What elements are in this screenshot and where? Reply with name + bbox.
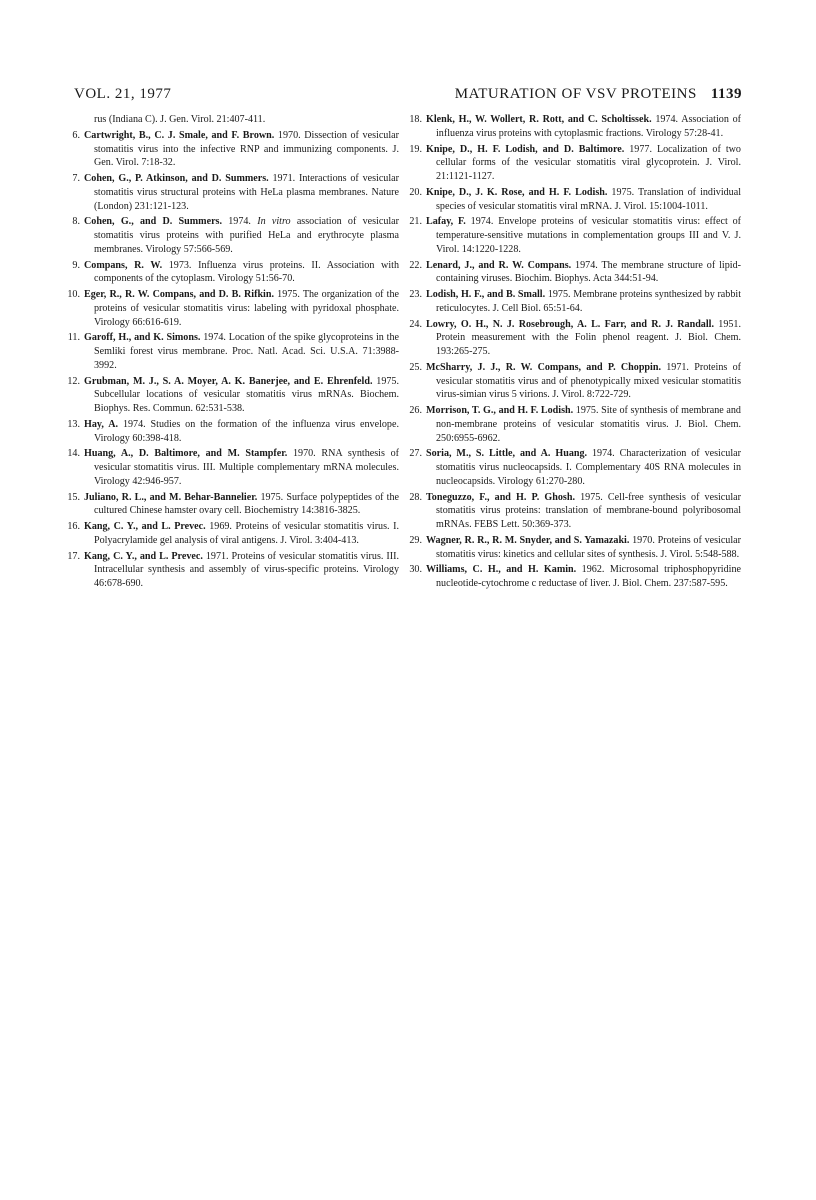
reference-item <box>409 318 741 359</box>
reference-authors: Grubman, M. J., S. A. Moyer, A. K. Banerjee, and E. Ehrenfeld. <box>84 375 373 387</box>
reference-authors: Eger, R., R. W. Compans, and D. B. Rifkin. <box>84 289 275 300</box>
reference-item <box>67 520 399 548</box>
reference-authors: Hay, A. <box>84 418 119 430</box>
reference-number: 28. <box>409 491 422 503</box>
reference-authors: Cartwright, B., C. J. Smale, and F. Brown. <box>84 129 275 141</box>
reference-authors: Lafay, F. <box>426 216 466 228</box>
reference-item <box>409 491 741 532</box>
running-header <box>455 86 742 103</box>
reference-number: 17. <box>67 550 80 562</box>
reference-number: 22. <box>409 259 422 271</box>
reference-citation: 1969. Proteins of vesicular stomatitis virus. I. Polyacrylamide gel analysis of viral antigens. J. Virol. 3:404-413. <box>94 521 399 546</box>
reference-item <box>409 259 741 287</box>
reference-citation: 1951. Protein measurement with the Folin phenol reagent. J. Biol. Chem. 193:265-275. <box>436 318 741 357</box>
reference-item <box>67 288 399 329</box>
reference-item <box>67 550 399 591</box>
reference-item <box>67 331 399 372</box>
reference-authors: Soria, M., S. Little, and A. Huang. <box>426 448 588 460</box>
reference-item <box>67 418 399 446</box>
reference-number: 12. <box>67 375 80 387</box>
reference-item <box>409 534 742 562</box>
running-title: MATURATION OF VSV PROTEINS <box>454 86 697 102</box>
reference-continuation: rus (Indiana C). J. Gen. Virol. 21:407-411. <box>94 114 266 125</box>
volume-year: VOL. 21, 1977 <box>74 86 172 102</box>
reference-citation: 1975. Translation of individual species of vesicular stomatitis viral mRNA. J. Virol. 15:1004-1011. <box>436 186 742 212</box>
reference-number: 25. <box>409 361 422 373</box>
reference-number: 6. <box>72 129 80 141</box>
reference-number: 30. <box>409 564 422 576</box>
reference-list-right <box>409 113 742 591</box>
reference-number: 19. <box>409 143 422 155</box>
reference-authors: Huang, A., D. Baltimore, and M. Stampfer. <box>84 448 288 460</box>
reference-citation: 1971. Proteins of vesicular stomatitis virus and of phenotypically mixed vesicular stomatitis virus-simian virus 5 virions. J. Virol. 8:722-729. <box>436 361 741 401</box>
reference-authors: Kang, C. Y., and L. Prevec. <box>84 521 206 532</box>
reference-item <box>74 215 399 256</box>
reference-number: 18. <box>409 114 422 125</box>
reference-item <box>74 259 399 287</box>
reference-citation: association of vesicular stomatitis virus proteins with purified HeLa and erythrocyte plasma membranes. Virology 57:566-569. <box>94 216 400 255</box>
reference-citation: 1975. The organization of the proteins of vesicular stomatitis virus: labeling with pyridoxal phosphate. Virology 66:616-619. <box>94 289 399 328</box>
reference-item <box>67 447 399 488</box>
reference-number: 26. <box>409 405 422 416</box>
reference-number: 13. <box>67 418 80 430</box>
reference-authors: Morrison, T. G., and H. F. Lodish. <box>426 405 574 416</box>
reference-item <box>74 129 399 170</box>
reference-authors: Knipe, D., J. K. Rose, and H. F. Lodish. <box>426 186 608 198</box>
reference-number: 29. <box>409 534 422 546</box>
reference-authors: Compans, R. W. <box>84 259 163 271</box>
reference-authors: Williams, C. H., and H. Kamin. <box>426 564 577 576</box>
reference-citation: 1973. Influenza virus proteins. II. Association with components of the cytoplasm. Virology 51:56-70. <box>94 259 399 285</box>
reference-citation: 1971. Proteins of vesicular stomatitis virus. III. Intracellular synthesis and assembly of virus-specific proteins. Virology 46:678-690. <box>94 550 399 589</box>
reference-number: 23. <box>409 289 422 300</box>
reference-citation: 1977. Localization of two cellular forms of the vesicular stomatitis viral glycoprotein. J. Virol. 21:1121-1127. <box>436 143 741 182</box>
reference-citation: 1970. Dissection of vesicular stomatitis virus into the infective RNP and immunizing components. J. Gen. Virol. 7:18-32. <box>94 129 399 169</box>
reference-citation: 1975. Subcellular locations of vesicular stomatitis virus mRNAs. Biochem. Biophys. Res. Commun. 62:531-538. <box>94 375 399 414</box>
reference-authors: Cohen, G., P. Atkinson, and D. Summers. <box>84 173 269 184</box>
reference-authors: Klenk, H., W. Wollert, R. Rott, and C. Scholtissek. <box>426 114 652 125</box>
reference-citation: 1971. Interactions of vesicular stomatitis virus structural proteins with HeLa plasma membranes. Nature (London) 231:121-123. <box>94 173 399 212</box>
reference-authors: Lenard, J., and R. W. Compans. <box>426 259 572 271</box>
reference-citation: 1974. Characterization of vesicular stomatitis virus nucleocapsids. I. Complementary 40S RNA molecules in nucleocapsids. Virology 61:270-280. <box>436 448 741 487</box>
reference-number: 11. <box>67 332 80 344</box>
reference-number: 10. <box>67 289 80 300</box>
reference-citation: 1970. Proteins of vesicular stomatitis virus: kinetics and cellular sites of synthesis. J. Virol. 5:548-588. <box>436 534 742 560</box>
reference-item <box>409 563 741 591</box>
reference-item <box>409 447 741 488</box>
reference-list-left <box>67 129 400 591</box>
reference-number: 21. <box>409 216 422 228</box>
reference-italic: In vitro <box>257 216 291 228</box>
reference-citation: 1962. Microsomal triphosphopyridine nucleotide-cytochrome c reductase of liver. J. Biol. Chem. 237:587-595. <box>436 564 741 589</box>
reference-item <box>409 186 742 214</box>
reference-number: 8. <box>72 216 80 228</box>
reference-citation: 1974. Association of influenza virus proteins with cytoplasmic fractions. Virology 57:28-41. <box>436 114 741 139</box>
reference-citation: 1974. Envelope proteins of vesicular stomatitis virus: effect of temperature-sensitive mutations in complementation groups III and V. J. Virol. 14:1220-1228. <box>436 216 741 255</box>
reference-authors: Juliano, R. L., and M. Behar-Bannelier. <box>84 491 258 503</box>
reference-authors: Wagner, R. R., R. M. Snyder, and S. Yamazaki. <box>426 534 630 546</box>
reference-item <box>409 361 741 402</box>
reference-authors: McSharry, J. J., R. W. Compans, and P. Choppin. <box>426 361 661 373</box>
reference-number: 15. <box>67 491 80 503</box>
reference-item <box>409 288 741 316</box>
reference-citation: 1974. Location of the spike glycoproteins in the Semliki forest virus membrane. Proc. Natl. Acad. Sci. U.S.A. 71:3988-3992. <box>94 332 399 371</box>
reference-number: 9. <box>72 259 80 271</box>
reference-column-right <box>409 113 742 593</box>
reference-authors: Lodish, H. F., and B. Small. <box>426 289 546 300</box>
reference-number: 14. <box>67 448 80 460</box>
reference-citation: 1975. Surface polypeptides of the cultured Chinese hamster ovary cell. Biochemistry 14:3816-3825. <box>94 491 399 517</box>
reference-authors: Lowry, O. H., N. J. Rosebrough, A. L. Farr, and R. J. Randall. <box>426 318 714 330</box>
reference-authors: Cohen, G., and D. Summers. <box>84 216 222 228</box>
reference-number: 16. <box>67 521 80 532</box>
reference-year: 1974. <box>222 216 258 228</box>
reference-number: 7. <box>72 173 80 184</box>
reference-number: 20. <box>409 186 422 198</box>
reference-citation: 1974. Studies on the formation of the influenza virus envelope. Virology 60:398-418. <box>94 418 399 444</box>
reference-authors: Garoff, H., and K. Simons. <box>84 332 201 344</box>
reference-item <box>409 143 741 184</box>
reference-authors: Kang, C. Y., and L. Prevec. <box>84 550 203 562</box>
reference-citation: 1975. Membrane proteins synthesized by rabbit reticulocytes. J. Cell Biol. 65:51-64. <box>436 289 741 314</box>
reference-item <box>409 113 741 141</box>
reference-item <box>409 404 741 445</box>
reference-authors: Knipe, D., H. F. Lodish, and D. Baltimore. <box>426 143 625 155</box>
reference-item <box>409 215 741 256</box>
reference-citation: 1975. Site of synthesis of membrane and non-membrane proteins of vesicular stomatitis virus. J. Biol. Chem. 250:6955-6962. <box>436 405 741 444</box>
reference-number: 27. <box>409 448 422 460</box>
reference-authors: Toneguzzo, F., and H. P. Ghosh. <box>426 491 575 503</box>
reference-item <box>67 375 399 416</box>
page-number: 1139 <box>710 86 742 102</box>
reference-item <box>74 172 399 213</box>
reference-column-left <box>67 113 400 593</box>
reference-citation: 1970. RNA synthesis of vesicular stomatitis virus. III. Multiple complementary mRNA molecules. Virology 42:946-957. <box>94 448 399 487</box>
reference-number: 24. <box>409 318 422 330</box>
reference-item <box>67 491 399 519</box>
reference-citation: 1975. Cell-free synthesis of vesicular stomatitis virus proteins: translation of membrane-bound polyribosomal mRNAs. FEBS Lett. 50:369-373. <box>436 491 741 530</box>
reference-citation: 1974. The membrane structure of lipid-containing viruses. Biochim. Biophys. Acta 344:51-94. <box>436 259 741 285</box>
